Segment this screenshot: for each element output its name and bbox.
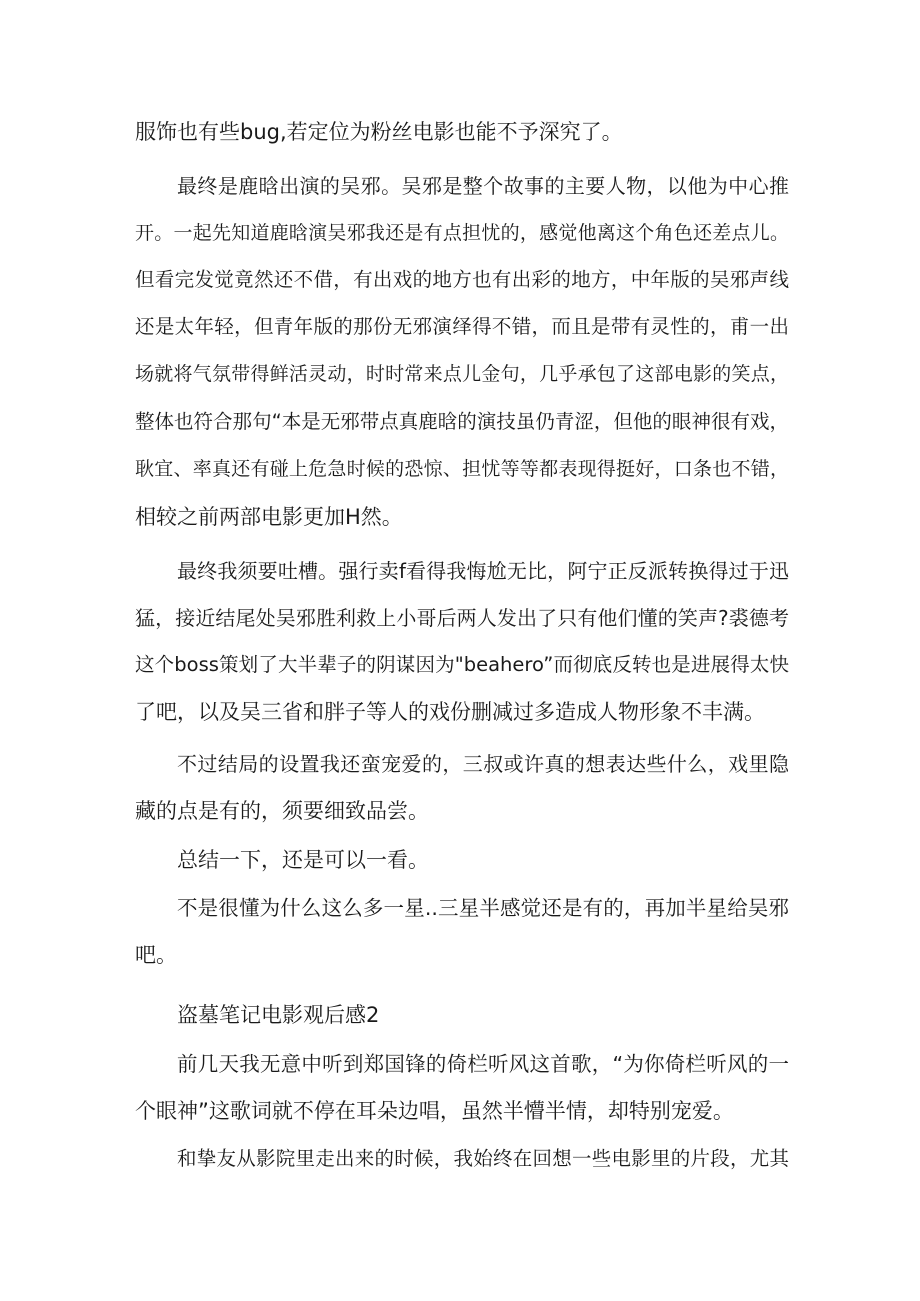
text-line-1: 服饰也有些bug,若定位为粉丝电影也能不予深究了。: [135, 120, 623, 144]
text-line-17: 不是很懂为什么这么多一星..三星半感觉还是有的，再加半星给吴邪: [177, 896, 789, 920]
text-line-13: 了吧，以及吴三省和胖子等人的戏份删减过多造成人物形象不丰满。: [135, 700, 765, 724]
text-line-20: 前几天我无意中听到郑国锋的倚栏听风这首歌，“为你倚栏听风的一: [177, 1052, 789, 1076]
text-line-7: 整体也符合那句“本是无邪带点真鹿晗的演技虽仍青涩，但他的眼神很有戏，: [135, 410, 789, 433]
text-line-18: 吧。: [135, 943, 177, 967]
text-line-16: 总结一下，还是可以一看。: [177, 848, 429, 872]
text-line-11: 猛，接近结尾处吴邪胜利救上小哥后两人发出了只有他们懂的笑声?裘德考: [135, 606, 789, 630]
text-line-14: 不过结局的设置我还蛮宠爱的，三叔或许真的想表达些什么，戏里隐: [177, 752, 789, 776]
text-line-22: 和挚友从影院里走出来的时候，我始终在回想一些电影里的片段，尤其: [177, 1147, 789, 1170]
text-line-5: 还是太年轻，但青年版的那份无邪演绎得不错，而且是带有灵性的，甫一出: [135, 315, 789, 338]
text-line-3: 开。一起先知道鹿晗演吴邪我还是有点担忧的，感觉他离这个角色还差点儿。: [135, 222, 789, 244]
text-line-15: 藏的点是有的，须要细致品尝。: [135, 799, 429, 823]
text-line-8: 耿宜、率真还有碰上危急时候的恐惊、担忧等等都表现得挺好，口条也不错，: [135, 458, 789, 480]
text-line-4: 但看完发觉竟然还不借，有出戏的地方也有出彩的地方，中年版的吴邪声线: [135, 268, 789, 291]
text-line-12: 这个boss策划了大半辈子的阴谋因为"beahero”而彻底反转也是进展得太快: [135, 653, 789, 676]
section-heading: 盗墓笔记电影观后感2: [177, 1003, 380, 1027]
text-line-9: 相较之前两部电影更加H然。: [135, 505, 403, 529]
text-line-10: 最终我须要吐槽。强行卖f看得我悔尬无比，阿宁正反派转换得过于迅: [177, 559, 789, 583]
text-line-2: 最终是鹿晗出演的吴邪。吴邪是整个故事的主要人物，以他为中心推: [177, 174, 789, 198]
text-line-21: 个眼神”这歌词就不停在耳朵边唱，虽然半懵半情，却特别宠爱。: [135, 1099, 734, 1123]
text-line-6: 场就将气氛带得鲜活灵动，时时常来点儿金句，几乎承包了这部电影的笑点，: [135, 363, 789, 385]
